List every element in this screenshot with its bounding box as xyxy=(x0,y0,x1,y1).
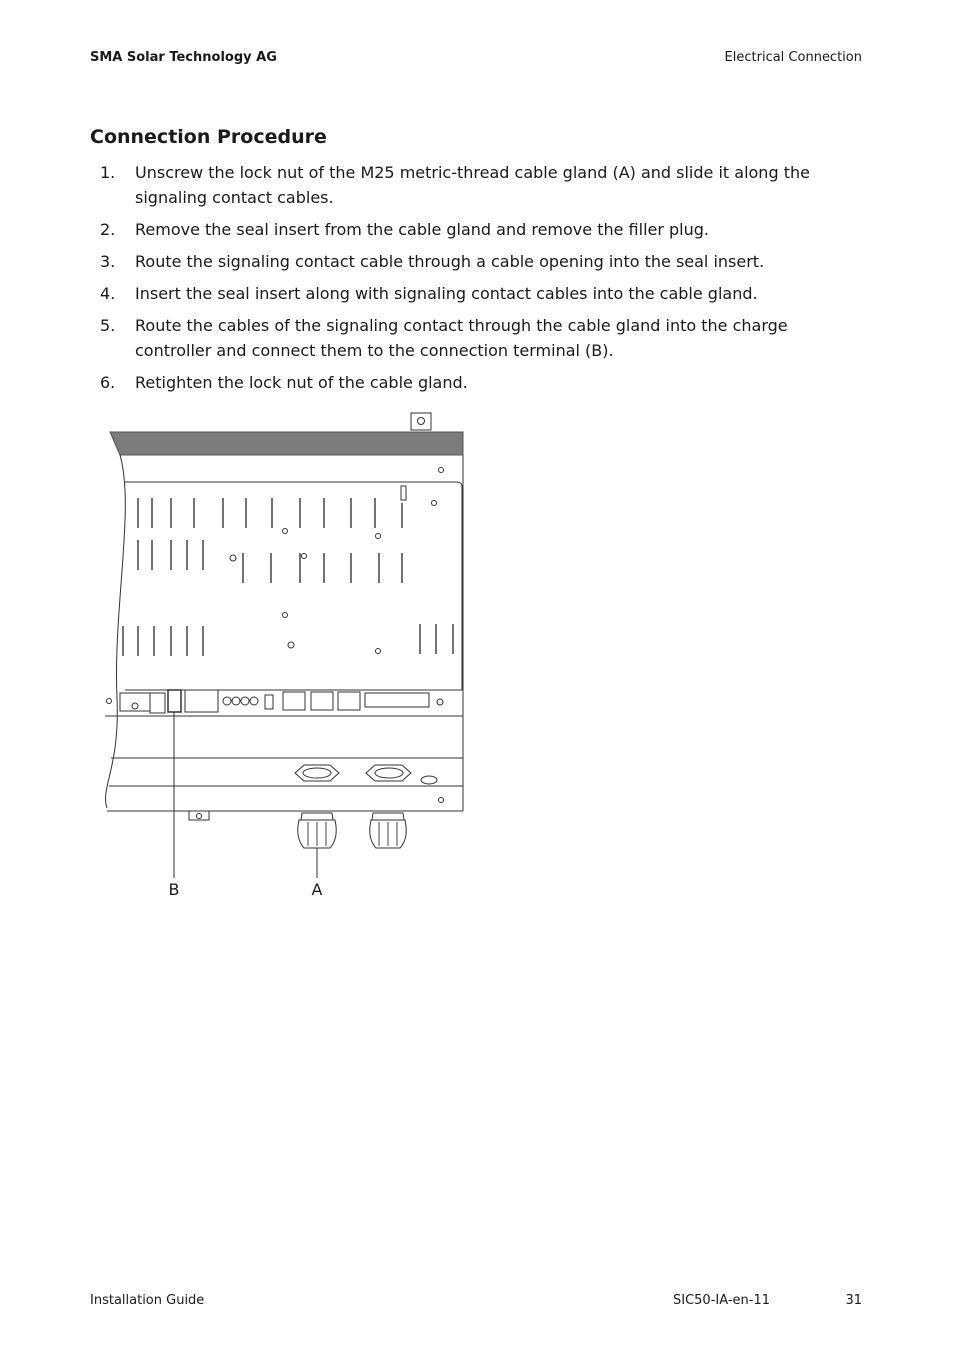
charge-controller-figure xyxy=(95,408,475,908)
label-b: B xyxy=(168,880,180,899)
step-text: Unscrew the lock nut of the M25 metric-thread cable gland (A) and slide it along the signaling contact cables. xyxy=(135,163,810,207)
step-number: 6. xyxy=(100,373,116,392)
cable-gland-a-nut xyxy=(301,813,333,820)
footer-guide: Installation Guide xyxy=(90,1293,205,1308)
page-number: 31 xyxy=(845,1293,862,1308)
step-3 xyxy=(90,249,865,274)
step-text: Insert the seal insert along with signaling contact cables into the cable gland. xyxy=(135,284,758,303)
rj45-port-3 xyxy=(338,692,360,710)
connection-terminal-b xyxy=(168,690,181,712)
step-4 xyxy=(90,281,865,306)
step-text: Route the signaling contact cable through a cable opening into the seal insert. xyxy=(135,252,765,271)
step-6 xyxy=(90,370,865,395)
vent-slots-top xyxy=(138,498,402,528)
step-number: 3. xyxy=(100,252,116,271)
step-5 xyxy=(90,313,865,363)
vent-slots-bottom xyxy=(123,624,453,656)
step-number: 5. xyxy=(100,316,116,335)
step-1 xyxy=(90,160,865,210)
vent-slots-middle xyxy=(138,540,402,583)
step-text: Route the cables of the signaling contact through the cable gland into the charge controller and connect them to the connection terminal (B). xyxy=(135,316,788,360)
procedure-steps xyxy=(90,160,865,402)
lock-nut-2 xyxy=(366,765,411,781)
charge-controller-drawing xyxy=(95,408,475,908)
footer-doc-id: SIC50-IA-en-11 xyxy=(673,1293,770,1308)
step-text: Retighten the lock nut of the cable gland. xyxy=(135,373,468,392)
rj45-port-1 xyxy=(283,692,305,710)
terminal-block xyxy=(185,690,218,712)
header-company: SMA Solar Technology AG xyxy=(90,50,277,65)
mounting-tab xyxy=(411,413,431,430)
ground-terminal xyxy=(120,693,150,711)
step-number: 4. xyxy=(100,284,116,303)
cable-gland-ribs xyxy=(308,822,397,846)
inner-panel xyxy=(125,482,462,690)
rj45-port-2 xyxy=(311,692,333,710)
cable-gland-2-nut xyxy=(372,813,404,820)
step-number: 1. xyxy=(100,163,116,182)
housing-top-band xyxy=(110,432,463,455)
step-2 xyxy=(90,217,865,242)
header-section: Electrical Connection xyxy=(724,50,862,65)
section-title: Connection Procedure xyxy=(90,126,327,148)
lock-nut-1 xyxy=(295,765,339,781)
label-a: A xyxy=(311,880,323,899)
filler-plug xyxy=(421,776,437,784)
step-number: 2. xyxy=(100,220,116,239)
step-text: Remove the seal insert from the cable gland and remove the filler plug. xyxy=(135,220,709,239)
